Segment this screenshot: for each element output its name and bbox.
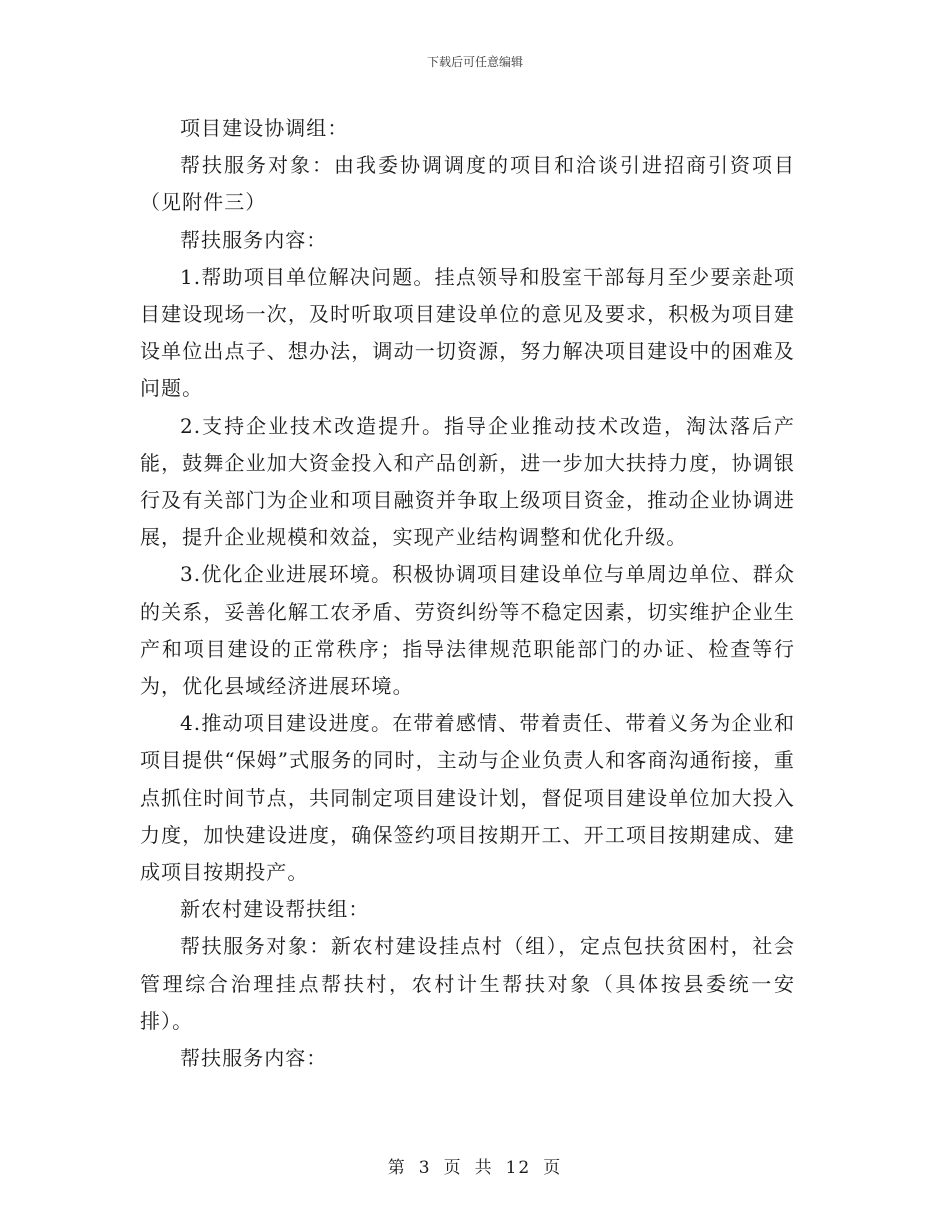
footer-total-word: 共 <box>474 1158 494 1178</box>
paragraph-item-4: 4.推动项目建设进度。在带着感情、带着责任、带着义务为企业和项目提供“保姆”式服务的同时，主动与企业负责人和客商沟通衔接，重点抓住时间节点，共同制定项目建设计划，督促项目建设单位加大投入力度，加快建设进度，确保签约项目按期开工、开工项目按期建成、建成项目按期投产。 <box>140 711 795 885</box>
paragraph-service-content-label-1: 帮扶服务内容： <box>180 227 328 252</box>
document-body <box>140 110 795 1077</box>
footer-current-page: 3 <box>418 1158 432 1178</box>
page-header: 下载后可任意编辑 <box>426 55 523 69</box>
page-footer <box>0 1153 950 1178</box>
paragraph-service-content-label-2: 帮扶服务内容： <box>180 1046 328 1071</box>
paragraph-item-1: 1.帮助项目单位解决问题。挂点领导和股室干部每月至少要亲赴项目建设现场一次，及时听取项目建设单位的意见及要求，积极为项目建设单位出点子、想办法，调动一切资源，努力解决项目建设中的困难及问题。 <box>140 264 795 401</box>
paragraph-service-target-1: 帮扶服务对象：由我委协调调度的项目和洽谈引进招商引资项目（见附件三） <box>140 153 795 215</box>
paragraph-service-target-2: 帮扶服务对象：新农村建设挂点村（组），定点包扶贫困村，社会管理综合治理挂点帮扶村，农村计生帮扶对象（具体按县委统一安排）。 <box>140 934 795 1033</box>
footer-suffix: 页 <box>543 1158 563 1178</box>
footer-page-unit: 页 <box>443 1158 463 1178</box>
footer-prefix: 第 <box>387 1158 407 1178</box>
section-heading-project-coordination: 项目建设协调组： <box>180 116 349 140</box>
paragraph-item-2: 2.支持企业技术改造提升。指导企业推动技术改造，淘汰落后产能，鼓舞企业加大资金投入和产品创新，进一步加大扶持力度，协调银行及有关部门为企业和项目融资并争取上级项目资金，推动企业协调进展，提升企业规模和效益，实现产业结构调整和优化升级。 <box>140 413 795 550</box>
section-heading-rural-construction: 新农村建设帮扶组： <box>180 897 370 922</box>
footer-total-pages: 12 <box>505 1158 532 1178</box>
paragraph-item-3: 3.优化企业进展环境。积极协调项目建设单位与单周边单位、群众的关系，妥善化解工农矛盾、劳资纠纷等不稳定因素，切实维护企业生产和项目建设的正常秩序；指导法律规范职能部门的办证、检查等行为，优化县域经济进展环境。 <box>140 562 795 699</box>
